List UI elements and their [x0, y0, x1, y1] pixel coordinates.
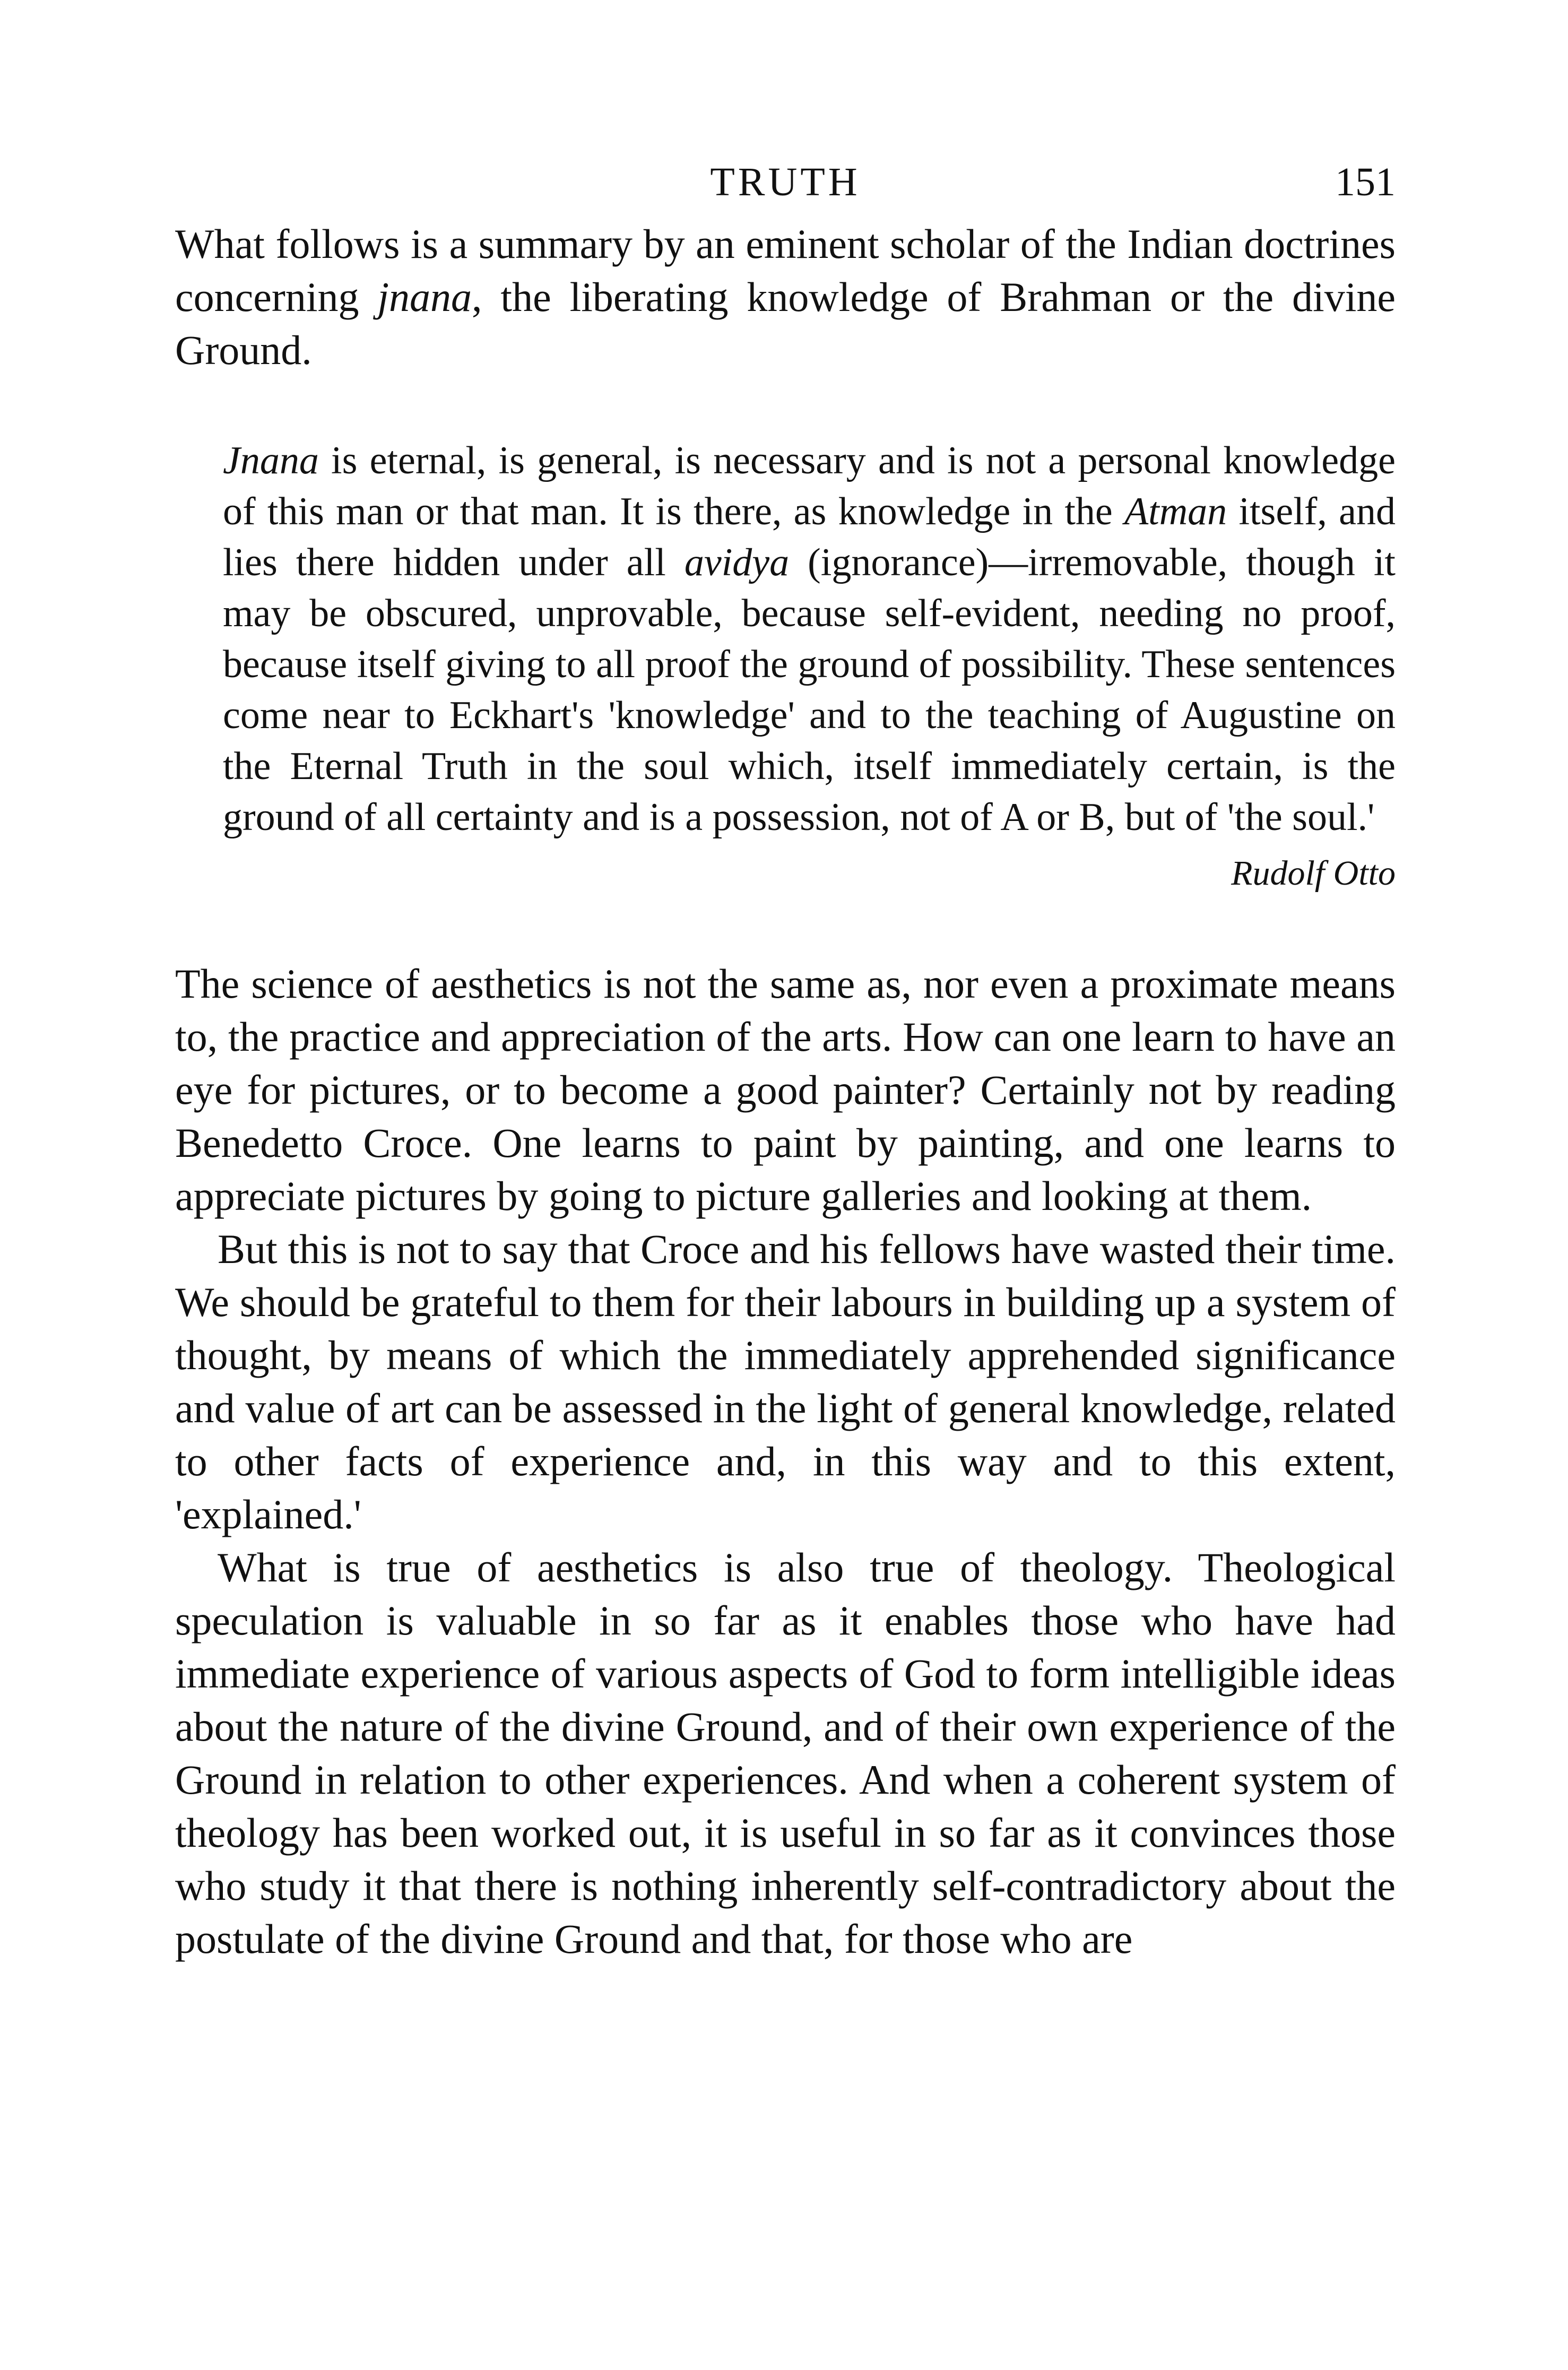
quote-term-avidya: avidya — [684, 541, 790, 584]
section-gap — [175, 899, 1396, 957]
quote-attribution: Rudolf Otto — [1231, 854, 1396, 893]
running-title: TRUTH — [710, 160, 861, 204]
running-head — [175, 159, 1396, 207]
body-paragraph-aesthetics: The science of aesthetics is not the same as, nor even a proximate means to, the practice and appreciation of the arts. How can one learn to have an eye for pictures, or to become a good painter? Certainly not by reading Benedetto Croce. One learns to paint by painting, and one learns to appreciate pictures by going to picture galleries and looking at them. — [175, 961, 1396, 1219]
quote-segment-3: (ignorance)—irremovable, though it may be obscured, unprovable, because self-evident, needing no proof, because itself giving to all proof the ground of possibility. These sentences come near to Eckhart's 'knowledge' and to the teaching of Augustine on the Eternal Truth in the soul which, itself immediately certain, is the ground of all certainty and is a possession, not of A or B, but of 'the soul.' — [223, 541, 1396, 839]
quote-segment-1: is eternal, is general, is necessary and is not a personal knowledge of this man or that man. It is there, as knowledge in the — [223, 439, 1396, 533]
block-quote — [223, 435, 1396, 899]
quote-term-jnana: Jnana — [223, 439, 319, 482]
page-number: 151 — [1335, 160, 1396, 204]
body-paragraph-croce: But this is not to say that Croce and his fellows have wasted their time. We should be grateful to them for their labours in building up a system of thought, by means of which the immediately apprehended significance and value of art can be assessed in the light of general knowledge, related to other facts of experience and, in this way and to this extent, 'explained.' — [175, 1226, 1396, 1537]
intro-text-after: , the liberating knowledge of Brahman or the divine Ground. — [175, 274, 1396, 373]
quote-segment-2: itself, and lies there hidden under all — [223, 490, 1396, 584]
intro-term-jnana: jnana — [377, 274, 472, 320]
intro-text-before: What follows is a summary by an eminent scholar of the Indian doctrines concerning — [175, 221, 1396, 320]
intro-paragraph — [175, 218, 1396, 377]
quote-term-atman: Atman — [1124, 490, 1227, 533]
body-paragraph-theology: What is true of aesthetics is also true of theology. Theological speculation is valuable in so far as it enables those who have had immediate experience of various aspects of God to form intelligible ideas about the nature of the divine Ground, and of their own experience of the Ground in relation to other experiences. And when a coherent system of theology has been worked out, it is useful in so far as it convinces those who study it that there is nothing inherently self-contradictory about the postulate of the divine Ground and that, for those who are — [175, 1544, 1396, 1962]
quote-paragraph — [223, 435, 1396, 843]
book-page — [175, 159, 1396, 2255]
